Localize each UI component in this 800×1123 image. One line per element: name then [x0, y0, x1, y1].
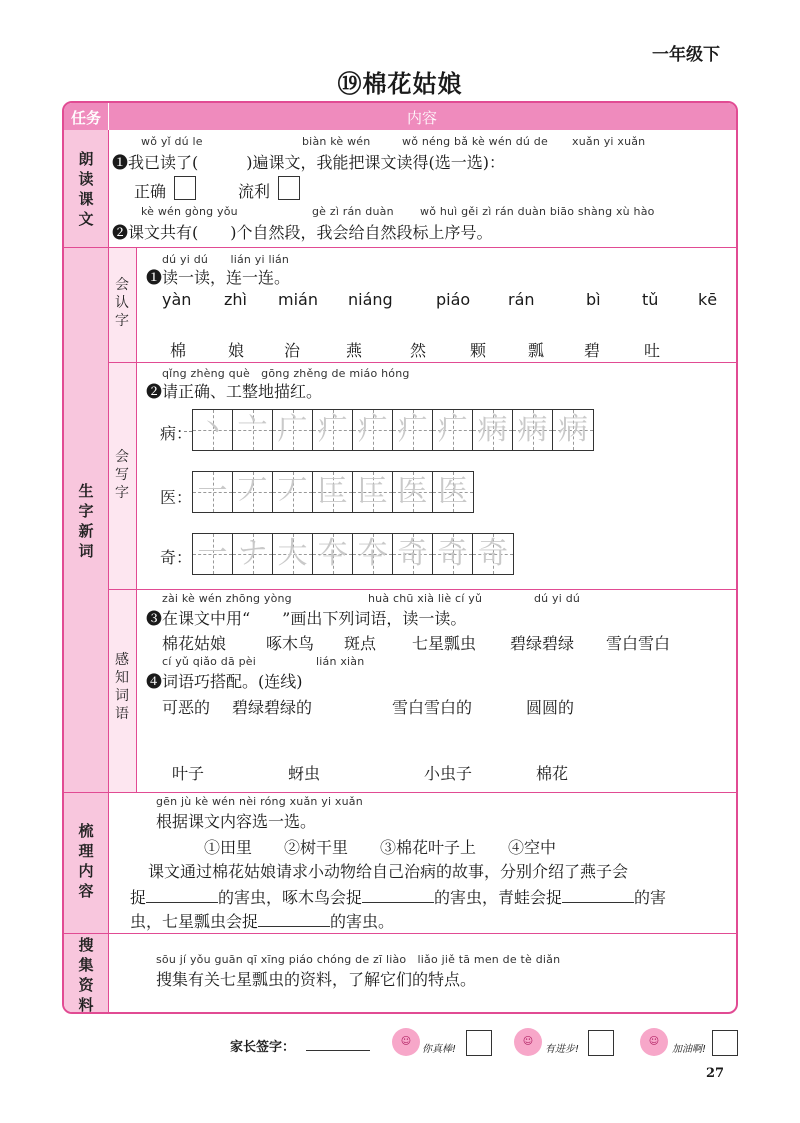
- pinyin-item[interactable]: bì: [586, 290, 601, 309]
- header-task: 任务: [70, 109, 101, 127]
- word-item: 碧绿碧绿: [510, 634, 575, 653]
- sort-instruction: 根据课文内容选一选。: [156, 812, 317, 831]
- pinyin-item[interactable]: tǔ: [642, 290, 659, 309]
- pinyin: kè wén gòng yǒu: [141, 205, 238, 218]
- match-top-item[interactable]: 雪白雪白的: [392, 698, 473, 717]
- write-instruction: ❷请正确、工整地描红。: [146, 382, 323, 401]
- sort-paragraph-line3: 虫，七星瓢虫会捉 的害虫。: [130, 912, 395, 931]
- char-item[interactable]: 瓢: [528, 341, 545, 360]
- char-item[interactable]: 颗: [470, 341, 487, 360]
- match-bottom-item[interactable]: 蚜虫: [288, 764, 321, 783]
- char-item[interactable]: 吐: [644, 341, 661, 360]
- option-correct-label: 正确: [134, 182, 167, 201]
- pinyin-item[interactable]: yàn: [162, 290, 192, 309]
- option-fluent-checkbox[interactable]: [278, 176, 300, 200]
- tracing-grid-qi[interactable]: 一 ナ 大 夲 夲 奇 奇 奇: [192, 533, 514, 575]
- pinyin-item[interactable]: mián: [278, 290, 318, 309]
- pinyin-item[interactable]: zhì: [224, 290, 247, 309]
- sort-options: ①田里 ②树干里 ③棉花叶子上 ④空中: [204, 838, 557, 857]
- fill-blank-ladybug[interactable]: [258, 926, 330, 927]
- word-item: 棉花姑娘: [162, 634, 227, 653]
- recognize-instruction: ❶读一读，连一连。: [146, 268, 291, 287]
- pinyin: wǒ néng bǎ kè wén dú de: [402, 135, 548, 148]
- pinyin: xuǎn yi xuǎn: [572, 135, 646, 148]
- pinyin: dú yi dú: [534, 592, 581, 605]
- grade-label: 一年级下: [652, 45, 720, 65]
- question-2-text: ❷课文共有( )个自然段，我会给自然段标上序号。: [112, 223, 493, 242]
- write-row-label: 医：: [160, 488, 193, 507]
- praise-checkbox-cheer[interactable]: [712, 1030, 738, 1056]
- word-item: 七星瓢虫: [412, 634, 477, 653]
- write-row-label: 奇：: [160, 548, 193, 567]
- sub-perceive-label: 感 知 词 语: [115, 652, 129, 722]
- word-item: 雪白雪白: [606, 634, 671, 653]
- fill-blank-swallow[interactable]: [146, 902, 218, 903]
- pinyin: dú yi dú lián yi lián: [162, 253, 290, 266]
- match-top-item[interactable]: 圆圆的: [526, 698, 575, 717]
- section-collect-label: 搜 集 资 料: [78, 936, 94, 1014]
- section-reading-label: 朗 读 课 文: [78, 150, 94, 228]
- match-top-item[interactable]: 可恶的: [162, 698, 211, 717]
- parent-sign-label: 家长签字：: [230, 1040, 296, 1055]
- collect-text: 搜集有关七星瓢虫的资料，了解它们的特点。: [156, 970, 477, 989]
- tracing-grid-yi[interactable]: 一 丆 丆 匞 匞 医 医: [192, 471, 474, 513]
- table-header: [64, 103, 736, 130]
- fill-blank-woodpecker[interactable]: [362, 902, 434, 903]
- pinyin: wǒ yǐ dú le: [141, 135, 203, 148]
- worksheet-table: [62, 101, 738, 1014]
- pinyin-item[interactable]: piáo: [436, 290, 471, 309]
- sort-paragraph-line2: 捉 的害虫，啄木鸟会捉 的害虫，青蛙会捉 的害: [130, 888, 667, 907]
- section-sort-label: 梳 理 内 容: [78, 822, 94, 900]
- char-item[interactable]: 棉: [170, 341, 187, 360]
- sun-sticker-icon: ☺: [392, 1028, 420, 1056]
- char-item[interactable]: 然: [410, 341, 427, 360]
- pinyin: cí yǔ qiǎo dā pèi: [162, 655, 257, 668]
- match-bottom-item[interactable]: 小虫子: [424, 764, 473, 783]
- section-vocab-label: 生 字 新 词: [78, 482, 94, 560]
- tracing-grid-bing[interactable]: 丶 亠 广 疒 疒 疒 疒 病 病 病: [192, 409, 594, 451]
- word-item: 啄木鸟: [266, 634, 315, 653]
- option-fluent-label: 流利: [238, 182, 271, 201]
- option-correct-checkbox[interactable]: [174, 176, 196, 200]
- pinyin: sōu jí yǒu guān qī xīng piáo chóng de zī liào liǎo jiě tā men de tè diǎn: [156, 953, 561, 966]
- pinyin: wǒ huì gěi zì rán duàn biāo shàng xù hào: [420, 205, 655, 218]
- page-number: 27: [706, 1066, 725, 1081]
- praise-checkbox-great[interactable]: [466, 1030, 492, 1056]
- char-item[interactable]: 娘: [228, 341, 245, 360]
- page-title: ⑲棉花姑娘: [337, 70, 463, 98]
- praise-label: 有进步!: [545, 1044, 580, 1055]
- char-item[interactable]: 燕: [346, 341, 363, 360]
- sub-write-label: 会 写 字: [115, 449, 129, 501]
- header-content: 内容: [406, 109, 437, 127]
- fill-blank-frog[interactable]: [562, 902, 634, 903]
- word-item: 斑点: [344, 634, 377, 653]
- sort-paragraph-line1: 课文通过棉花姑娘请求小动物给自己治病的故事，分别介绍了燕子会: [148, 862, 629, 881]
- write-row-label: 病：: [160, 424, 193, 443]
- pinyin: qǐng zhèng què gōng zhěng de miáo hóng: [162, 367, 410, 380]
- praise-label: 你真棒!: [422, 1044, 457, 1055]
- question-3-text: ❸在课文中用“ ”画出下列词语，读一读。: [146, 609, 467, 628]
- pinyin: gēn jù kè wén nèi róng xuǎn yi xuǎn: [156, 795, 363, 808]
- match-top-item[interactable]: 碧绿碧绿的: [232, 698, 313, 717]
- pinyin-item[interactable]: rán: [508, 290, 535, 309]
- pinyin: biàn kè wén: [302, 135, 371, 148]
- sun-sticker-icon: ☺: [514, 1028, 542, 1056]
- match-bottom-item[interactable]: 棉花: [536, 764, 569, 783]
- praise-checkbox-progress[interactable]: [588, 1030, 614, 1056]
- parent-sign-line[interactable]: [306, 1050, 370, 1051]
- match-bottom-item[interactable]: 叶子: [172, 764, 205, 783]
- pinyin: huà chū xià liè cí yǔ: [368, 592, 483, 605]
- question-1-text: ❶我已读了( )遍课文，我能把课文读得(选一选)：: [112, 153, 505, 172]
- char-item[interactable]: 碧: [584, 341, 601, 360]
- char-item[interactable]: 治: [284, 341, 301, 360]
- sun-sticker-icon: ☺: [640, 1028, 668, 1056]
- pinyin-item[interactable]: kē: [698, 290, 718, 309]
- sub-recognize-label: 会 认 字: [115, 277, 129, 329]
- praise-label: 加油啊!: [672, 1044, 707, 1055]
- pinyin-item[interactable]: niáng: [348, 290, 393, 309]
- question-4-text: ❹词语巧搭配。(连线): [146, 672, 303, 691]
- pinyin: lián xiàn: [316, 655, 365, 668]
- pinyin: gè zì rán duàn: [312, 205, 394, 218]
- pinyin: zài kè wén zhōng yòng: [162, 592, 292, 605]
